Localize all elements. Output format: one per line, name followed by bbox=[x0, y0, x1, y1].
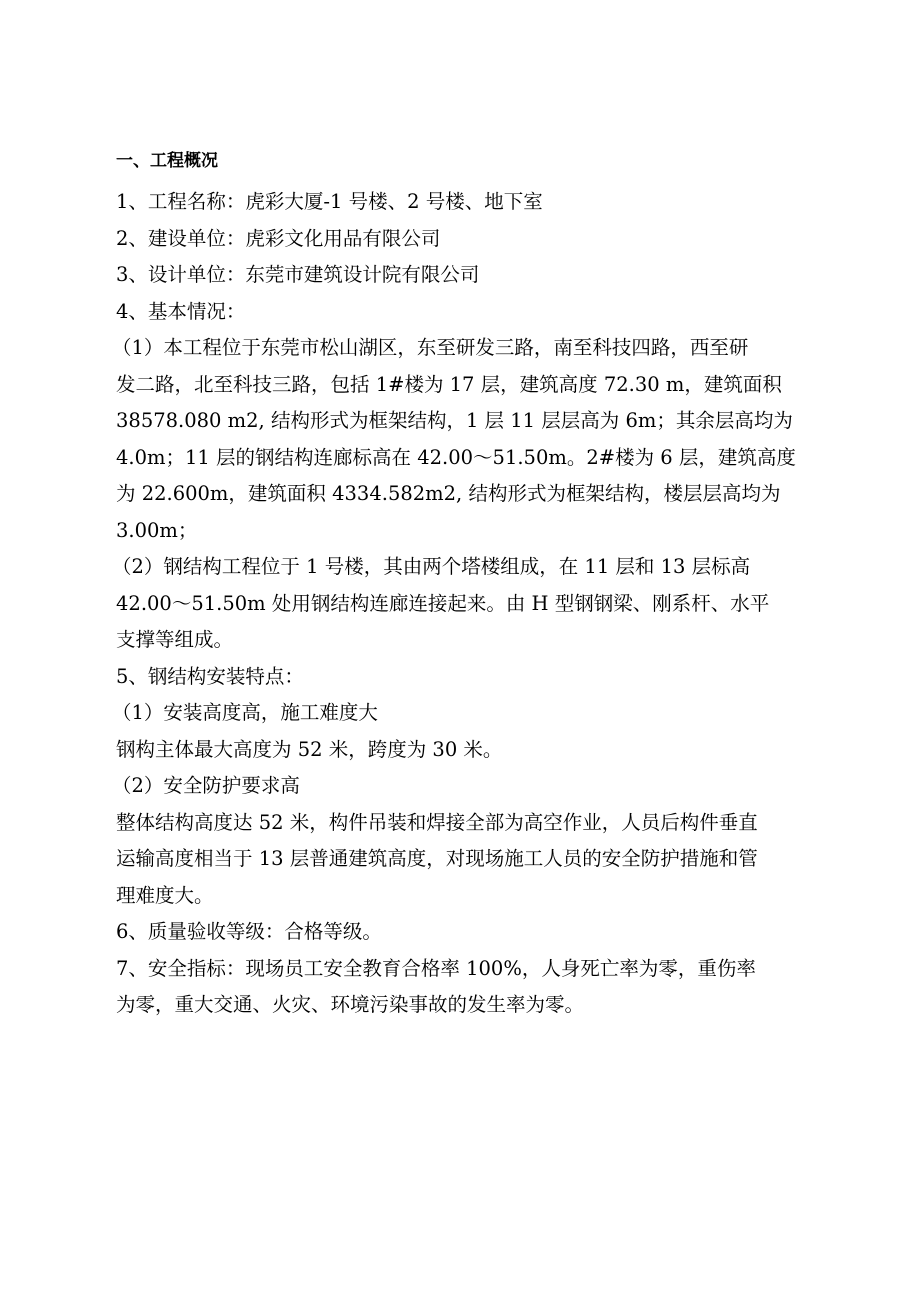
text-line: 42.00～51.50m 处用钢结构连廊连接起来。由 H 型钢钢梁、刚系杆、水平 bbox=[116, 591, 770, 615]
section-heading: 一、工程概况 bbox=[116, 151, 218, 171]
paragraph-basic-1 bbox=[112, 330, 816, 549]
item-project-name: 1、工程名称：虎彩大厦-1 号楼、2 号楼、地下室 bbox=[116, 190, 543, 213]
paragraph-basic-2 bbox=[112, 549, 816, 659]
item-basic-info: 4、基本情况： bbox=[116, 299, 246, 323]
item-steel-features: 5、钢结构安装特点： bbox=[116, 664, 304, 688]
text-line: 38578.080 m2, 结构形式为框架结构，1 层 11 层层高为 6m；其余层高均为 bbox=[116, 409, 793, 432]
item-client: 2、建设单位：虎彩文化用品有限公司 bbox=[116, 226, 441, 250]
text-line: 为零，重大交通、火灾、环境污染事故的发生率为零。 bbox=[116, 993, 585, 1016]
item-designer: 3、设计单位：东莞市建筑设计院有限公司 bbox=[116, 263, 480, 286]
text-line: （2）钢结构工程位于 1 号楼，其由两个塔楼组成，在 11 层和 13 层标高 bbox=[112, 555, 751, 578]
document-page bbox=[112, 148, 816, 1024]
text-line: （1）本工程位于东莞市松山湖区，东至研发三路，南至科技四路，西至研 bbox=[112, 336, 749, 359]
text-line: 7、安全指标：现场员工安全教育合格率 100%，人身死亡率为零，重伤率 bbox=[116, 956, 756, 980]
subitem-safety: （2）安全防护要求高 bbox=[112, 774, 300, 797]
subitem-height: （1）安装高度高，施工难度大 bbox=[112, 701, 378, 724]
text-line: 3.00m； bbox=[116, 518, 198, 542]
text-line: 发二路，北至科技三路，包括 1#楼为 17 层，建筑高度 72.30 m，建筑面积 bbox=[116, 372, 782, 396]
subitem-height-text: 钢构主体最大高度为 52 米，跨度为 30 米。 bbox=[116, 737, 503, 761]
item-quality: 6、质量验收等级：合格等级。 bbox=[116, 920, 382, 943]
text-line: 理难度大。 bbox=[116, 883, 214, 907]
paragraph-safety bbox=[116, 805, 816, 915]
paragraph-safety-indicators bbox=[116, 951, 816, 1024]
text-line: 支撑等组成。 bbox=[116, 628, 234, 651]
text-line: 4.0m；11 层的钢结构连廊标高在 42.00～51.50m。2#楼为 6 层，建筑高度 bbox=[116, 445, 796, 469]
text-line: 整体结构高度达 52 米，构件吊装和焊接全部为高空作业，人员后构件垂直 bbox=[116, 810, 758, 834]
text-line: 为 22.600m，建筑面积 4334.582m2, 结构形式为框架结构，楼层层高均为 bbox=[116, 482, 781, 505]
text-line: 运输高度相当于 13 层普通建筑高度，对现场施工人员的安全防护措施和管 bbox=[116, 847, 758, 870]
